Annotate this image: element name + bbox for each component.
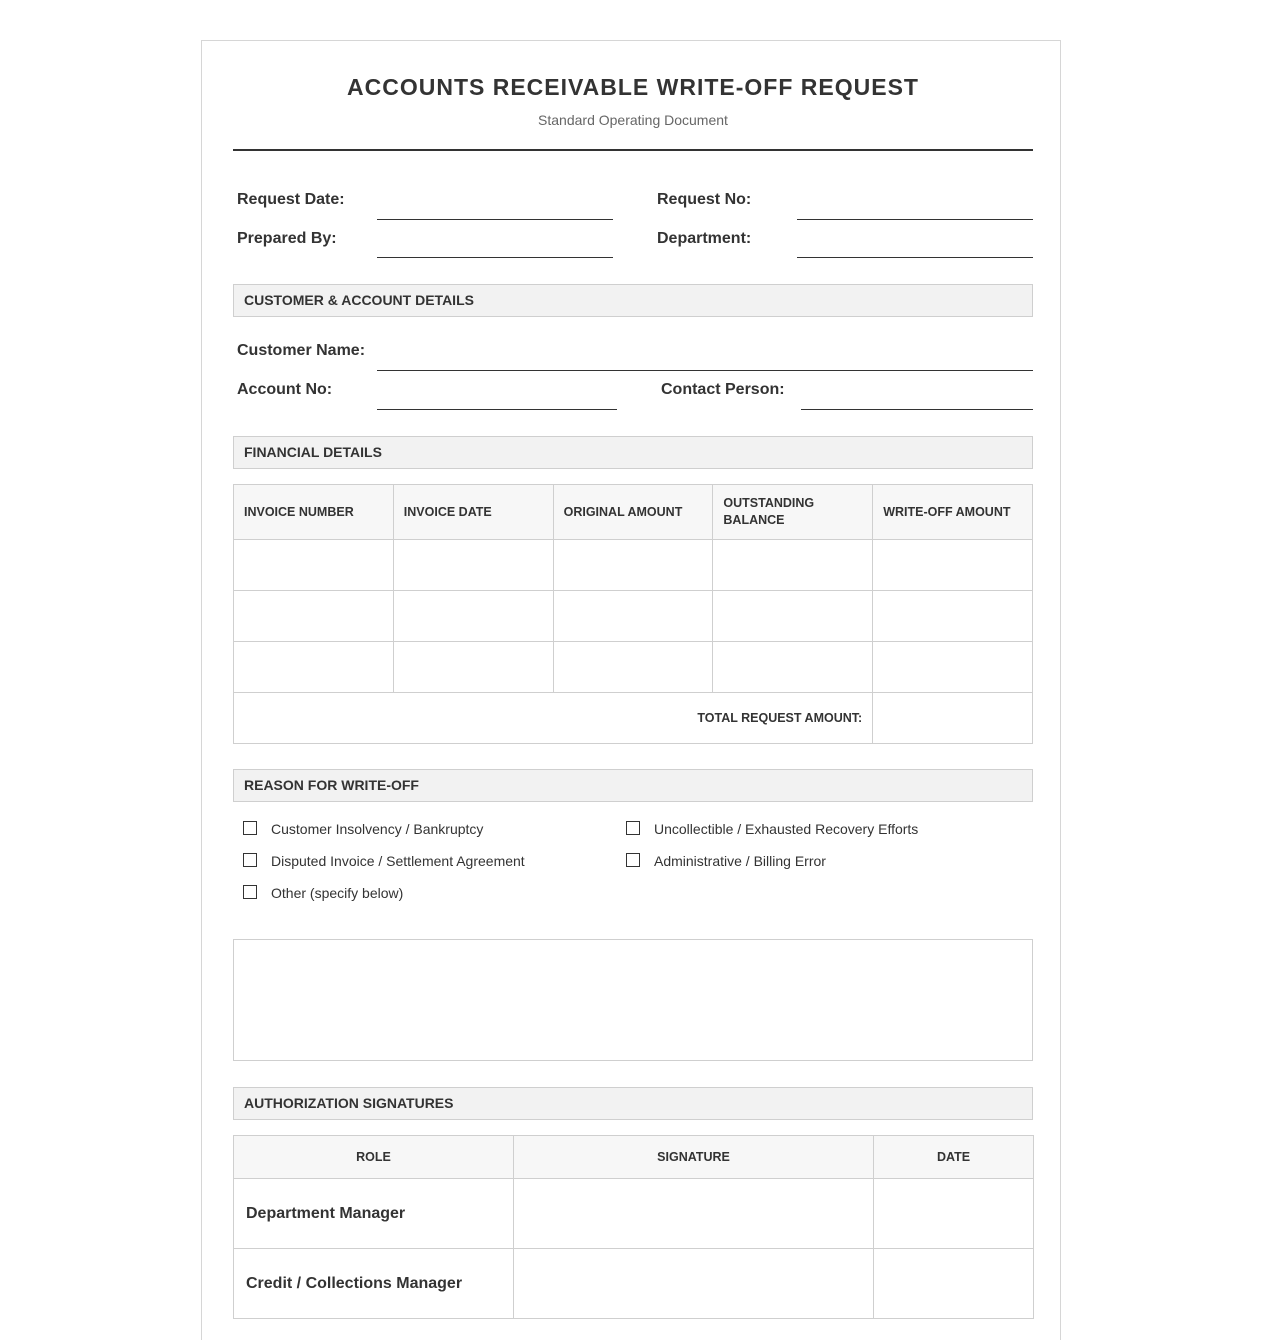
table-row — [234, 1179, 1034, 1249]
total-request-amount-label: TOTAL REQUEST AMOUNT: — [234, 693, 873, 744]
total-request-amount-field[interactable] — [873, 693, 1033, 744]
department-label: Department: — [657, 230, 752, 247]
column-header: SIGNATURE — [514, 1136, 874, 1179]
request-date-field[interactable] — [377, 219, 613, 220]
prepared-by-label: Prepared By: — [237, 230, 337, 247]
signature-cell[interactable] — [514, 1249, 874, 1319]
checkbox-label: Uncollectible / Exhausted Recovery Efforts — [654, 821, 919, 837]
contact-person-field[interactable] — [801, 409, 1033, 410]
table-cell[interactable] — [713, 642, 873, 693]
table-cell[interactable] — [873, 642, 1033, 693]
table-cell[interactable] — [713, 591, 873, 642]
prepared-by-field[interactable] — [377, 257, 613, 258]
table-cell[interactable] — [234, 591, 394, 642]
table-cell[interactable] — [393, 642, 553, 693]
column-header: OUTSTANDING BALANCE — [713, 485, 873, 540]
account-no-field[interactable] — [377, 409, 617, 410]
column-header: DATE — [874, 1136, 1034, 1179]
checkbox[interactable] — [243, 821, 257, 835]
reason-section-header: REASON FOR WRITE-OFF — [233, 769, 1033, 802]
title-divider — [233, 149, 1033, 151]
authorization-table-header — [234, 1136, 1034, 1179]
table-cell[interactable] — [553, 591, 713, 642]
table-row — [234, 540, 1033, 591]
role-cell: Credit / Collections Manager — [234, 1249, 514, 1319]
table-cell[interactable] — [873, 591, 1033, 642]
table-cell[interactable] — [553, 642, 713, 693]
document-page — [201, 40, 1061, 1340]
contact-person-label: Contact Person: — [661, 381, 785, 398]
financial-table — [233, 484, 1033, 744]
financial-section-header: FINANCIAL DETAILS — [233, 436, 1033, 469]
column-header: ROLE — [234, 1136, 514, 1179]
checkbox-label: Administrative / Billing Error — [654, 853, 826, 869]
request-date-label: Request Date: — [237, 191, 345, 208]
table-row — [234, 642, 1033, 693]
authorization-table — [233, 1135, 1034, 1319]
checkbox[interactable] — [626, 821, 640, 835]
column-header: WRITE-OFF AMOUNT — [873, 485, 1033, 540]
customer-name-field[interactable] — [377, 370, 1033, 371]
column-header: INVOICE NUMBER — [234, 485, 394, 540]
document-title: ACCOUNTS RECEIVABLE WRITE-OFF REQUEST — [347, 74, 919, 100]
table-cell[interactable] — [553, 540, 713, 591]
column-header: INVOICE DATE — [393, 485, 553, 540]
department-field[interactable] — [797, 257, 1033, 258]
table-cell[interactable] — [234, 540, 394, 591]
column-header: ORIGINAL AMOUNT — [553, 485, 713, 540]
total-row — [234, 693, 1033, 744]
checkbox[interactable] — [626, 853, 640, 867]
signature-cell[interactable] — [514, 1179, 874, 1249]
table-cell[interactable] — [393, 591, 553, 642]
customer-name-label: Customer Name: — [237, 342, 366, 359]
account-no-label: Account No: — [237, 381, 333, 398]
table-cell[interactable] — [234, 642, 394, 693]
checkbox-label: Disputed Invoice / Settlement Agreement — [271, 853, 525, 869]
request-no-field[interactable] — [797, 219, 1033, 220]
document-subtitle: Standard Operating Document — [538, 112, 728, 128]
checkbox[interactable] — [243, 885, 257, 899]
table-row — [234, 1249, 1034, 1319]
role-cell: Department Manager — [234, 1179, 514, 1249]
date-cell[interactable] — [874, 1179, 1034, 1249]
checkbox-label: Other (specify below) — [271, 885, 404, 901]
checkbox-label: Customer Insolvency / Bankruptcy — [271, 821, 484, 837]
customer-section-header: CUSTOMER & ACCOUNT DETAILS — [233, 284, 1033, 317]
table-cell[interactable] — [873, 540, 1033, 591]
date-cell[interactable] — [874, 1249, 1034, 1319]
authorization-section-header: AUTHORIZATION SIGNATURES — [233, 1087, 1033, 1120]
other-reason-textarea[interactable] — [233, 939, 1033, 1061]
financial-table-header — [234, 485, 1033, 540]
checkbox[interactable] — [243, 853, 257, 867]
table-cell[interactable] — [713, 540, 873, 591]
table-cell[interactable] — [393, 540, 553, 591]
table-row — [234, 591, 1033, 642]
request-no-label: Request No: — [657, 191, 752, 208]
